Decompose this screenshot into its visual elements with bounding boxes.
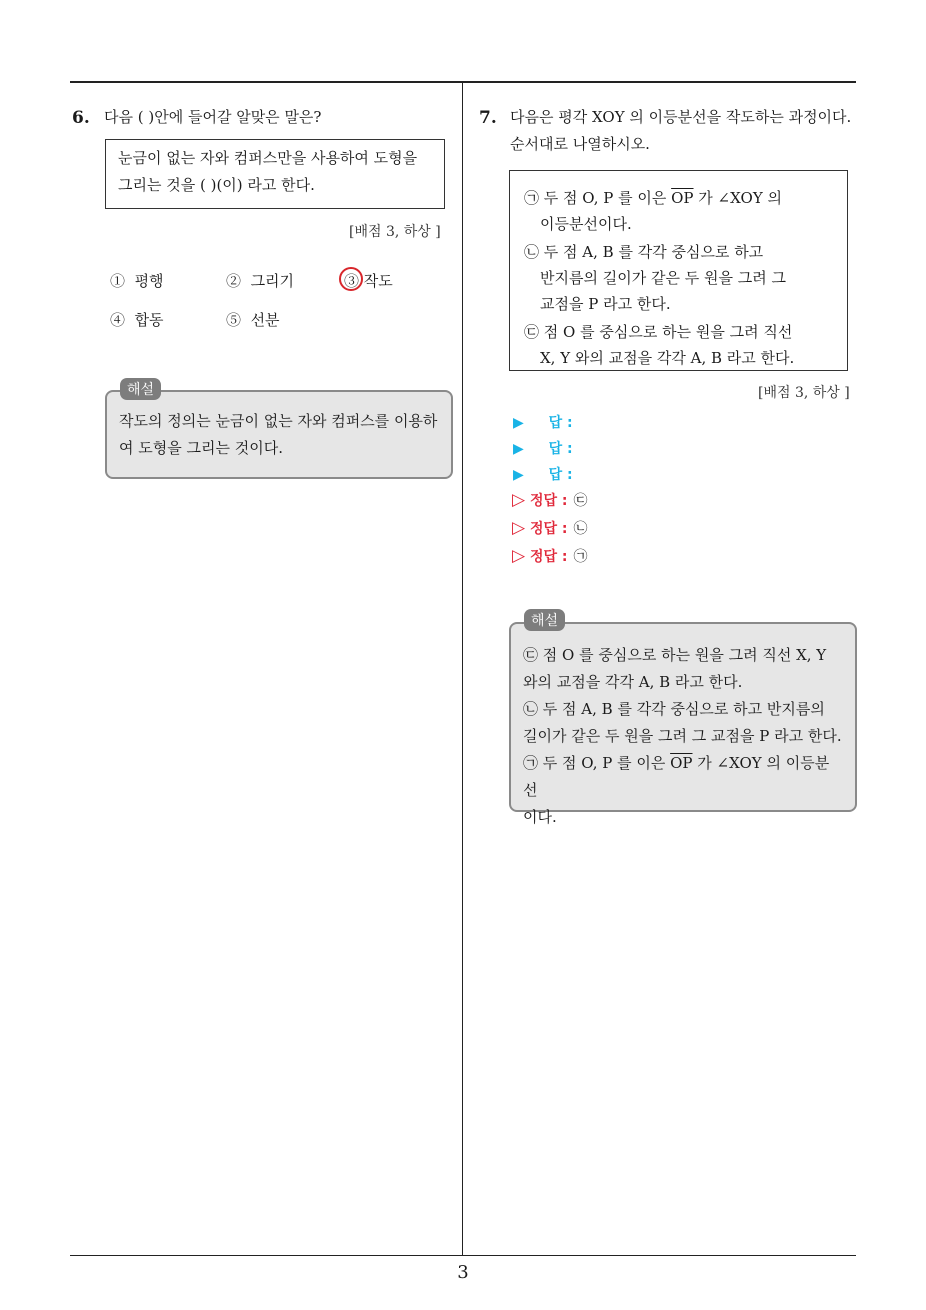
- step-text: 두 점 O, P 를 이은: [539, 189, 672, 207]
- q7-explain-line-5: [523, 750, 843, 804]
- step-text: 점 O 를 중심으로 하는 원을 그려 직선: [539, 323, 793, 341]
- step-text-line-2: 반지름의 길이가 같은 두 원을 그려 그: [540, 269, 786, 287]
- q6-choice-5[interactable]: [226, 309, 280, 330]
- correct-label: 정답 :: [529, 521, 568, 537]
- top-rule: [70, 81, 856, 83]
- q6-explain-line-2: 여 도형을 그리는 것이다.: [119, 439, 283, 457]
- triangle-outline-icon: ▷: [512, 490, 526, 510]
- q6-box-line-1: 눈금이 없는 자와 컴퍼스만을 사용하여 도형을: [118, 149, 418, 167]
- q7-explain-tag: 해설: [524, 609, 565, 631]
- answer-label: 답 :: [548, 467, 573, 483]
- q7-explain-line-4: 길이가 같은 두 원을 그려 그 교점을 P 라고 한다.: [523, 727, 842, 745]
- column-divider: [462, 82, 463, 1256]
- choice-number: ⑤: [226, 311, 242, 329]
- q6-explanation: [105, 390, 453, 479]
- choice-label: 합동: [134, 311, 164, 329]
- correct-label: 정답 :: [529, 493, 568, 509]
- q6-choice-4[interactable]: [110, 309, 164, 330]
- q7-question-line-1: 다음은 평각 XOY 의 이등분선을 작도하는 과정이다.: [510, 108, 852, 126]
- q7-explain-line-1: ㉢ 점 O 를 중심으로 하는 원을 그려 직선 X, Y: [523, 646, 827, 664]
- choice-label: 작도: [363, 272, 393, 290]
- q7-step-a: [524, 185, 782, 237]
- segment-op: $\overline{OP}$: [671, 189, 694, 207]
- answer-row-1[interactable]: [513, 412, 573, 432]
- q6-box-line-2: 그리는 것을 ( )(이) 라고 한다.: [118, 176, 315, 194]
- choice-label: 평행: [134, 272, 164, 290]
- q7-explanation: [509, 622, 857, 826]
- play-icon: ▶: [513, 415, 524, 431]
- q7-step-c: [524, 319, 794, 371]
- segment-op: $\overline{OP}$: [670, 754, 693, 772]
- q7-question: [510, 104, 851, 158]
- step-mark: ㉢: [524, 323, 540, 341]
- play-icon: ▶: [513, 441, 524, 457]
- triangle-outline-icon: ▷: [512, 546, 526, 566]
- correct-answer-row-1: [512, 490, 587, 510]
- step-text: 두 점 A, B 를 각각 중심으로 하고: [539, 243, 764, 261]
- choice-label: 선분: [250, 311, 280, 329]
- play-icon: ▶: [513, 467, 524, 483]
- correct-value: ㉡: [573, 521, 588, 537]
- q7-steps-box: [509, 170, 848, 371]
- page-number: 3: [457, 1262, 469, 1283]
- q6-choice-2[interactable]: [226, 270, 294, 291]
- q6-statement-box: [105, 139, 445, 209]
- step-text-line-2: 이등분선이다.: [540, 215, 632, 233]
- q6-score: [배점 3, 하상 ]: [349, 224, 441, 240]
- q7-step-b: [524, 239, 786, 317]
- bottom-rule: [70, 1255, 856, 1256]
- explain-text: ㉠ 두 점 O, P 를 이은: [523, 754, 671, 772]
- answer-label: 답 :: [548, 415, 573, 431]
- step-mark: ㉠: [524, 189, 540, 207]
- step-text-line-2: X, Y 와의 교점을 각각 A, B 라고 한다.: [540, 349, 795, 367]
- q7-score: [배점 3, 하상 ]: [758, 385, 850, 401]
- choice-number: ②: [226, 272, 242, 290]
- step-text: 가 ∠XOY 의: [693, 189, 782, 207]
- choice-label: 그리기: [250, 272, 295, 290]
- answer-row-3[interactable]: [513, 464, 573, 484]
- q6-question: 다음 ( )안에 들어갈 알맞은 말은?: [104, 108, 322, 126]
- correct-answer-row-3: [512, 546, 587, 566]
- q7-explain-line-6: 이다.: [523, 808, 557, 826]
- q7-number: 7.: [479, 108, 497, 128]
- answer-label: 답 :: [548, 441, 573, 457]
- q7-question-line-2: 순서대로 나열하시오.: [510, 135, 650, 153]
- choice-number: ④: [110, 311, 126, 329]
- step-mark: ㉡: [524, 243, 540, 261]
- q6-number: 6.: [72, 108, 90, 128]
- choice-number: ③: [344, 272, 360, 290]
- q6-choice-1[interactable]: [110, 270, 164, 291]
- explain-text: 가 ∠XOY 의 이등분선: [523, 754, 830, 799]
- q6-explain-tag: 해설: [120, 378, 161, 400]
- q7-explain-line-2: 와의 교점을 각각 A, B 라고 한다.: [523, 673, 743, 691]
- correct-label: 정답 :: [529, 549, 568, 565]
- correct-answer-row-2: [512, 518, 587, 538]
- q6-choice-3[interactable]: [344, 270, 393, 291]
- answer-row-2[interactable]: [513, 438, 573, 458]
- step-text-line-3: 교점을 P 라고 한다.: [540, 295, 671, 313]
- q7-explain-line-3: ㉡ 두 점 A, B 를 각각 중심으로 하고 반지름의: [523, 700, 825, 718]
- triangle-outline-icon: ▷: [512, 518, 526, 538]
- choice-number: ①: [110, 272, 126, 290]
- correct-value: ㉠: [573, 549, 588, 565]
- correct-value: ㉢: [573, 493, 588, 509]
- q6-explain-line-1: 작도의 정의는 눈금이 없는 자와 컴퍼스를 이용하: [119, 412, 438, 430]
